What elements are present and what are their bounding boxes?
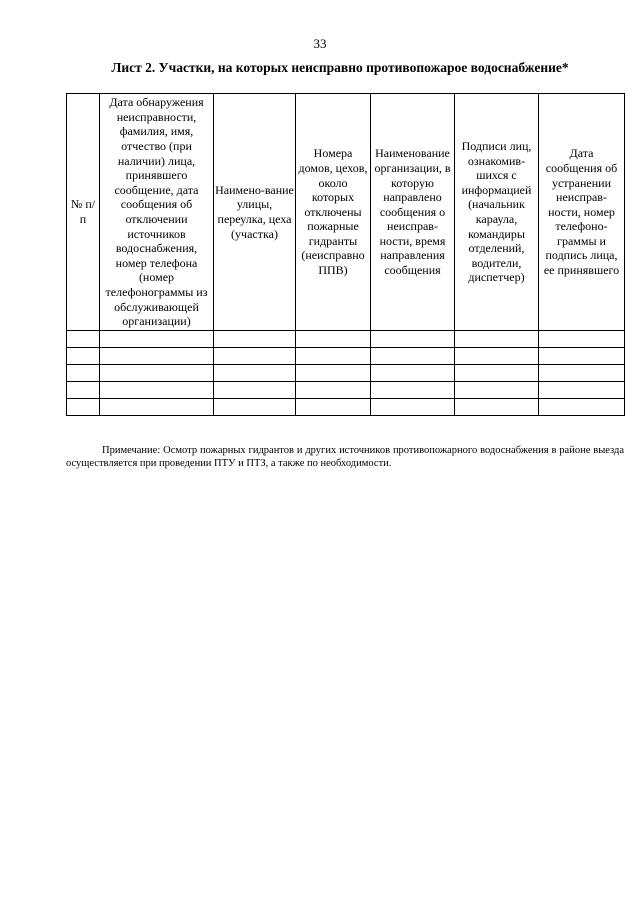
- table-row: [67, 399, 625, 416]
- table-cell[interactable]: [455, 382, 539, 399]
- table-cell[interactable]: [214, 331, 296, 348]
- table-cell[interactable]: [455, 331, 539, 348]
- table-cell[interactable]: [296, 331, 371, 348]
- table-body: [67, 331, 625, 416]
- table-cell[interactable]: [371, 399, 455, 416]
- table-cell[interactable]: [455, 365, 539, 382]
- page-number: 33: [313, 36, 327, 51]
- table-cell[interactable]: [371, 348, 455, 365]
- table-cell[interactable]: [371, 331, 455, 348]
- table-cell[interactable]: [100, 348, 214, 365]
- table-cell[interactable]: [100, 382, 214, 399]
- table-cell[interactable]: [214, 365, 296, 382]
- table-cell[interactable]: [371, 365, 455, 382]
- table-cell[interactable]: [214, 348, 296, 365]
- table-cell[interactable]: [67, 399, 100, 416]
- table-row: [67, 382, 625, 399]
- note-text: Примечание: Осмотр пожарных гидрантов и других источников противопожарного водоснабжения в районе выезда осуществляется при проведении ПТУ и ПТЗ, а также по необходимости.: [66, 445, 624, 469]
- table-cell[interactable]: [100, 365, 214, 382]
- table-cell[interactable]: [296, 348, 371, 365]
- fault-record-table: [66, 93, 625, 416]
- table-cell[interactable]: [455, 399, 539, 416]
- header-repair-date: Дата сообщения об устранении неисправ-ности, номер телефоно-граммы и подпись лица, ее принявшего: [539, 94, 625, 331]
- table-cell[interactable]: [214, 382, 296, 399]
- table-cell[interactable]: [296, 382, 371, 399]
- table-cell[interactable]: [67, 382, 100, 399]
- table-cell[interactable]: [539, 331, 625, 348]
- table-row: [67, 348, 625, 365]
- header-organization: Наименование организации, в которую направлено сообщения о неисправ-ности, время направления сообщения: [371, 94, 455, 331]
- table-cell[interactable]: [371, 382, 455, 399]
- table-row: [67, 365, 625, 382]
- table-cell[interactable]: [455, 348, 539, 365]
- table-cell[interactable]: [67, 348, 100, 365]
- table-cell[interactable]: [67, 365, 100, 382]
- header-signatures: Подписи лиц, ознакомив-шихся с информацией (начальник караула, командиры отделений, водители, диспетчер): [455, 94, 539, 331]
- table-cell[interactable]: [67, 331, 100, 348]
- table-cell[interactable]: [296, 365, 371, 382]
- table-cell[interactable]: [296, 399, 371, 416]
- table-cell[interactable]: [214, 399, 296, 416]
- table-cell[interactable]: [539, 365, 625, 382]
- sheet-title: Лист 2. Участки, на которых неисправно противопожарое водоснабжение*: [111, 60, 569, 75]
- table-header-row: [67, 94, 625, 331]
- table-row: [67, 331, 625, 348]
- header-number: № п/п: [67, 94, 100, 331]
- header-street-name: Наимено-вание улицы, переулка, цеха (участка): [214, 94, 296, 331]
- header-house-numbers: Номера домов, цехов, около которых отключены пожарные гидранты (неисправно ППВ): [296, 94, 371, 331]
- header-detection-date: Дата обнаружения неисправности, фамилия, имя, отчество (при наличии) лица, принявшего сообщение, дата сообщения об отключении источников водоснабжения, номер телефона (номер телефонограммы из обслуживающей организации): [100, 94, 214, 331]
- table-cell[interactable]: [539, 382, 625, 399]
- table-cell[interactable]: [539, 399, 625, 416]
- table-cell[interactable]: [539, 348, 625, 365]
- table-cell[interactable]: [100, 331, 214, 348]
- table-cell[interactable]: [100, 399, 214, 416]
